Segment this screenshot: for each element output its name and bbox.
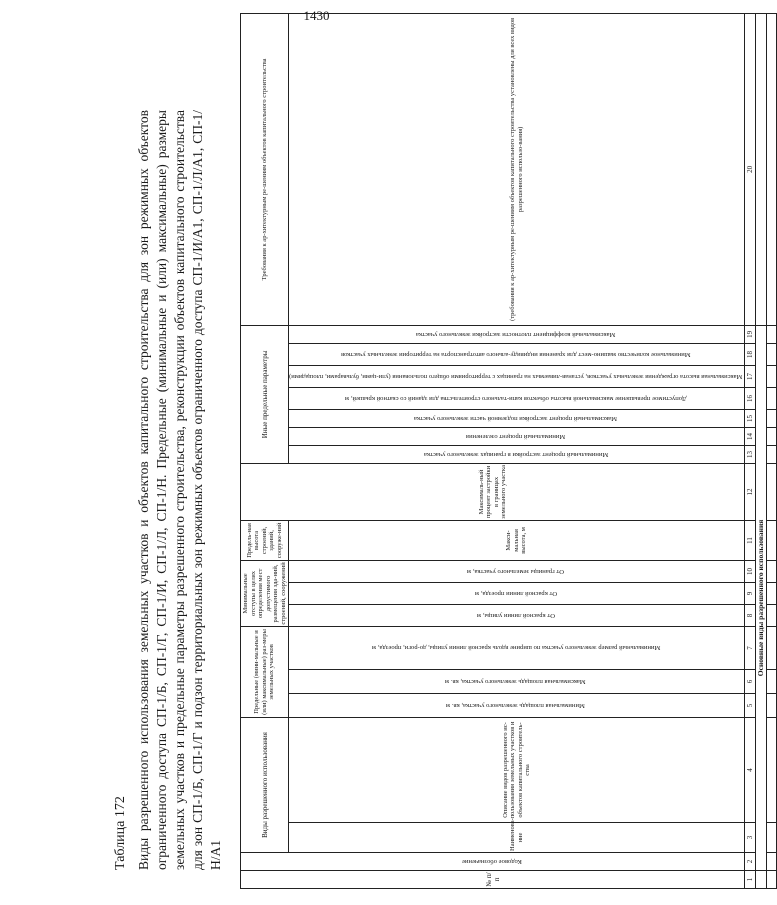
- column-number: 14: [745, 427, 756, 445]
- header-p19: Максимальный коэффициент плотности застройки земельного участка: [289, 325, 745, 343]
- page-number: 1430: [303, 8, 330, 23]
- header-description: Описание видов разрешенного ис-пользования земельных участков и объектов капитального строитель-ства: [289, 717, 745, 822]
- header-p14: Минимальный процент озеленения: [289, 427, 745, 445]
- column-number: 2: [745, 853, 756, 871]
- header-setback-street: От красной линии улицы, м: [289, 604, 745, 626]
- column-number: 19: [745, 325, 756, 343]
- header-row-number: № п/п: [241, 871, 745, 889]
- header-arch-group: Требования к ар-хитектурным ре-шениям объектов капитального строительства: [241, 13, 289, 325]
- header-min-width: Минимальный размер земельного участка по ширине вдоль красной линии улицы, до-роги, проезда, м: [289, 626, 745, 669]
- empty-row: [767, 13, 777, 888]
- header-max-coverage: Максималь-ный процент застройки в границах земельного участка: [241, 463, 745, 520]
- section-title: Основные виды разрешенного использования: [756, 325, 767, 870]
- column-number: 8: [745, 604, 756, 626]
- column-number: 10: [745, 560, 756, 582]
- column-number: 20: [745, 13, 756, 325]
- header-setback-border: От границы земельного участка, м: [289, 560, 745, 582]
- column-number: 15: [745, 409, 756, 427]
- land-use-table: [240, 13, 777, 889]
- column-number: 13: [745, 445, 756, 463]
- header-arch-text: (требования к ар-хитектурным ре-шениям объектов капитального строительства установлены для всех видов разрешенного использо-вания): [289, 13, 745, 325]
- column-number: 16: [745, 387, 756, 409]
- column-number: 17: [745, 365, 756, 387]
- header-setback-passage: От красной линии проезда, м: [289, 582, 745, 604]
- column-number: 1: [745, 871, 756, 889]
- column-number: 3: [745, 823, 756, 853]
- column-number: 11: [745, 520, 756, 560]
- header-p16: Допустимое превышение максимальной высоты объектов капи-тального строительства для зданий со скатной крышей, м: [289, 387, 745, 409]
- column-number: 18: [745, 343, 756, 365]
- header-min-area: Минимальная площадь земельного участка, кв. м: [289, 693, 745, 717]
- column-number: 9: [745, 582, 756, 604]
- header-setbacks-group: Минимальные отступы в целях определения мест допустимого размещения зда-ний, строений, сооружений: [242, 562, 287, 625]
- column-number-row: [745, 13, 756, 888]
- section-cell-20: [756, 13, 767, 325]
- column-number: 7: [745, 626, 756, 669]
- header-code: Кодовое обозначение: [241, 853, 745, 871]
- column-number: 6: [745, 669, 756, 693]
- header-p13: Минимальный процент застройки в границах земельного участка: [289, 445, 745, 463]
- column-number: 4: [745, 717, 756, 822]
- header-p15: Максимальный процент застройки подземной части земельного участка: [289, 409, 745, 427]
- header-height-group: Предель-ная высота строений, зданий, сооруже-ний: [241, 520, 289, 560]
- header-p17: Максимальная высота ограждения земельных участков, устанав-ливаемых на границах с территориями общего пользования (ули-цами, бульварами, площадями): [289, 365, 745, 387]
- header-plot-sizes-group: Предельные (мини-мальные и (или) максимальные) раз-меры земельных участков: [241, 626, 289, 717]
- section-row: [756, 13, 767, 888]
- header-max-height: Макси-мальная высота, м: [289, 520, 745, 560]
- header-other-params-group: Иные предельные параметры: [241, 325, 289, 463]
- header-kinds-group: Виды разрешенного использования: [241, 717, 289, 852]
- header-name: Наименова-ние: [289, 823, 745, 853]
- table-label: Таблица 172: [113, 796, 128, 870]
- column-number: 12: [745, 463, 756, 520]
- table-caption: Виды разрешенного использования земельных участков и объектов капитального строительства для зон режимных объектов ограниченного доступа СП-1/Б, СП-1/Г, СП-1/И, СП-1/Л, СП-1/Н. Предельные (минимальные и (или) максимальные) размеры земельных участков и предельные параметры разрешенного строительства, реконструкции объектов капитального строительства для зон СП-1/Б, СП-1/Г и подзон территориальных зон режимных объектов ограниченного доступа СП-1/И/А1, СП-1/Л/А1, СП-1/Н/А1: [136, 110, 223, 870]
- header-max-area: Максимальная площадь земельного участка, кв. м: [289, 669, 745, 693]
- column-number: 5: [745, 693, 756, 717]
- section-cell-1: [756, 871, 767, 889]
- header-p18: Минимальное количество машино-мест для хранения индивиду-ального автотранспорта на территории земельных участков: [289, 343, 745, 365]
